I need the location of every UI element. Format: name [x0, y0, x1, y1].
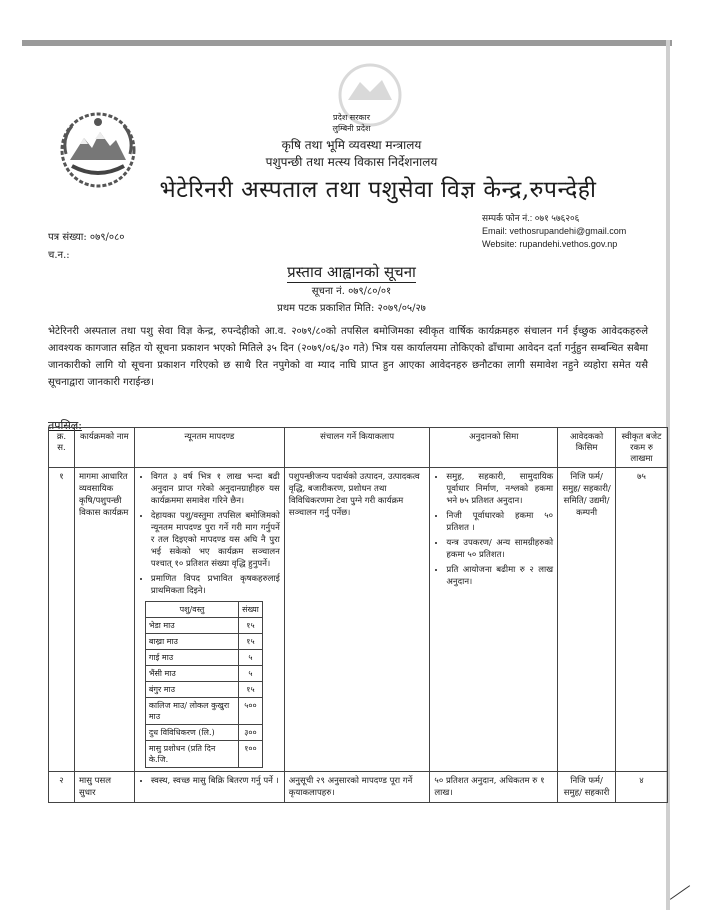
inner-cell-animal: बंगुर माउ [145, 682, 238, 698]
row-activity: पशुपन्छीजन्य पदार्थको उत्पादन, उत्पादकत्व वृद्धि, बजारीकरण, प्रशोधन तथा विविधिकरणमा टेवा पुग्ने गरी कार्यक्रम सञ्चालन गर्नु पर्नेछ। [284, 468, 430, 772]
inner-header-animal: पशु/वस्तु [145, 602, 238, 618]
inner-row [145, 698, 262, 725]
inner-cell-count: ५ [239, 666, 263, 682]
notice-body: भेटेरिनरी अस्पताल तथा पशु सेवा विज्ञ केन्द्र, रुपन्देहीको आ.व. २०७९/८०को तपसिल बमोजिमका स्वीकृत वार्षिक कार्यक्रमहरु संचालन गर्न ईच्छुक आवेदकहरुले आवश्यक कागजात सहित यो सूचना प्रकाशन भएको मितिले ३५ दिन (२०७९/०६/३० गते) भित्र यस कार्यालयमा तोकिएको ढाँचामा आवेदन दर्ता गर्नुहुन सम्बन्धित सबैमा जानकारीको लागि यो सूचना प्रकाशन गरिएको छ साथै रित नपुगेको वा म्याद नाघि प्राप्त हुन आएका आवेदनहरु छनौटका लागी समावेश नहुने व्यहोरा समेत यसै सूचनाद्वारा जानकारी गराईन्छ। [48, 326, 648, 388]
row-sn: १ [49, 468, 75, 772]
inner-cell-count: १५ [239, 634, 263, 650]
criteria-item: • विगत ३ वर्ष भित्र १ लाख भन्दा बढी अनुदान प्राप्त गरेको अनुदानग्राहीहरु यस कार्यक्रममा समावेश गरिने छैन। [151, 471, 280, 507]
row-activity: अनुसूची २९ अनुसारको मापदण्ड पूरा गर्ने कृयाकलापहरु। [284, 772, 430, 803]
inner-cell-animal: कालिज माउ/ लोकल कुखुरा माउ [145, 698, 238, 725]
row-applicant: निजि फर्म/समुह/ सहकारी [558, 772, 616, 803]
row-criteria [134, 772, 284, 803]
limit-item: • प्रति आयोजना बढीमा रु २ लाख अनुदान। [446, 564, 553, 588]
table-row [49, 468, 668, 772]
inner-cell-count: ५०० [239, 698, 263, 725]
row-program-name: मासु पसल सुधार [74, 772, 134, 803]
programs-table [48, 427, 668, 803]
limit-item: • समुह, सहकारी, सामुदायिक पूर्वाधार निर्माण, नश्लको हकमा भने ७५ प्रतिशत अनुदान। [446, 471, 553, 507]
criteria-item: • देहायका पशु/वस्तुमा तपसिल बमोजिमको न्यूनतम मापदण्ड पुरा गर्ने गरी माग गर्नुपर्ने र तल दिइएको मापदण्ड यस अघि नै पुरा भई सकेको भए कार्यक्रम सञ्चालन पश्चात् १० प्रतिशत संख्या वृद्धि हुनुपर्ने। [151, 510, 280, 570]
criteria-item: • प्रमाणित विपद प्रभावित कृषकहरुलाई प्राथमिकता दिइने। [151, 573, 280, 597]
letter-number: पत्र संख्या: ०७९/०८० [48, 232, 125, 243]
row-applicant: निजि फर्म/समुह/ सहकारी/ समिति/ उद्यमी/ कम्पनी [558, 468, 616, 772]
office-title: भेटेरिनरी अस्पताल तथा पशुसेवा विज्ञ केन्द्र,रुपन्देही [159, 177, 597, 203]
row-grant-limit [430, 468, 558, 772]
inner-cell-count: १०० [239, 741, 263, 768]
col-header-program: कार्यक्रमको नाम [74, 428, 134, 468]
inner-cell-count: ५ [239, 650, 263, 666]
inner-row [145, 666, 262, 682]
inner-cell-animal: मासु प्रशोधन (प्रति दिन के.जि. [145, 741, 238, 768]
inner-cell-animal: भैंसी माउ [145, 666, 238, 682]
inner-row [145, 634, 262, 650]
contact-phone: सम्पर्क फोन नं.: ०७१ ५७६२०६ [482, 213, 580, 223]
col-header-budget: स्वीकृत बजेट रकम रु लाखमा [616, 428, 668, 468]
inner-cell-count: ३०० [239, 725, 263, 741]
notice-publish-date: प्रथम पटक प्रकाशित मिति: २०७९/०५/२७ [277, 303, 426, 314]
notice-number: सूचना नं. ०७९/८०/०१ [311, 286, 392, 297]
row-program-name: मागमा आधारित व्यवसायिक कृषि/पशुपन्छी विकास कार्यक्रम [74, 468, 134, 772]
col-header-sn: क्र. स. [49, 428, 75, 468]
inner-row [145, 618, 262, 634]
limit-item: • निजी पूर्वाधारको हकमा ५० प्रतिशत । [446, 510, 553, 534]
inner-row [145, 725, 262, 741]
gov-line-2: लुम्बिनी प्रदेश [332, 124, 371, 133]
dispatch-number: च.न.: [48, 250, 70, 261]
row-criteria [134, 468, 284, 772]
scan-top-bar [22, 40, 672, 46]
details-label: तपसिल: [48, 419, 82, 432]
livestock-criteria-table [145, 601, 263, 768]
col-header-criteria: न्यूनतम मापदण्ड [134, 428, 284, 468]
row-grant-limit: ५० प्रतिशत अनुदान, अधिकतम रु १ लाख। [430, 772, 558, 803]
row-budget: ४ [616, 772, 668, 803]
col-header-activity: संचालन गर्ने कियाकलाप [284, 428, 430, 468]
contact-email[interactable]: Email: vethosrupandehi@gmail.com [482, 226, 627, 236]
inner-cell-animal: दुध विविधिकरण (लि.) [145, 725, 238, 741]
ministry-name: कृषि तथा भूमि व्यवस्था मन्त्रालय [281, 138, 422, 152]
inner-row [145, 741, 262, 768]
inner-cell-count: १५ [239, 682, 263, 698]
table-header-row [49, 428, 668, 468]
col-header-applicant: आवेदकको किसिम [558, 428, 616, 468]
inner-cell-animal: गाई माउ [145, 650, 238, 666]
inner-cell-animal: बाख्रा माउ [145, 634, 238, 650]
inner-row [145, 682, 262, 698]
notice-title: प्रस्ताव आह्वानको सूचना [287, 263, 416, 281]
corner-mark [670, 885, 690, 900]
inner-cell-count: १५ [239, 618, 263, 634]
row-sn: २ [49, 772, 75, 803]
row-budget: ७५ [616, 468, 668, 772]
inner-header-count: संख्या [239, 602, 263, 618]
table-row [49, 772, 668, 803]
col-header-grant-limit: अनुदानको सिमा [430, 428, 558, 468]
contact-website[interactable]: Website: rupandehi.vethos.gov.np [482, 239, 618, 249]
directorate-name: पशुपन्छी तथा मत्स्य विकास निर्देशनालय [265, 155, 438, 169]
limit-item: • यन्त्र उपकरण/ अन्य सामग्रीहरुको हकमा ५० प्रतिशत। [446, 537, 553, 561]
inner-cell-animal: भेडा माउ [145, 618, 238, 634]
criteria-item: • स्वस्थ, स्वच्छ मासु बिक्रि बितरण गर्नु पर्ने । [151, 775, 280, 787]
gov-line-1: प्रदेश सरकार [333, 113, 370, 122]
inner-row [145, 650, 262, 666]
